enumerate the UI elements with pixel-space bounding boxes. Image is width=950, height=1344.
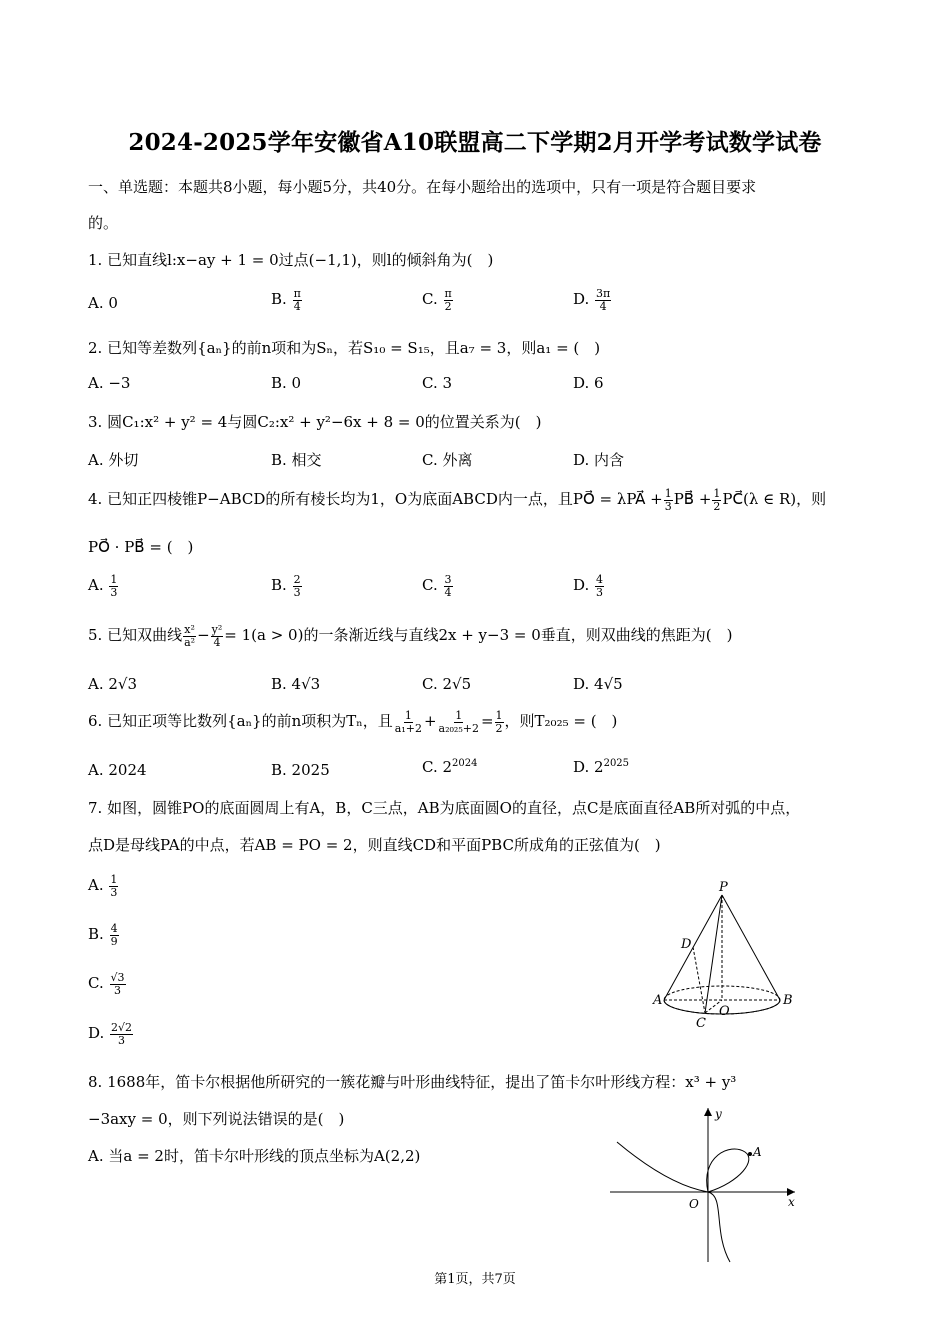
cone-label-c: C (696, 1016, 706, 1031)
q4-option-a: A. $\frac{1}{3}$ (88, 573, 118, 599)
q8-option-a: A. 当a = 2时，笛卡尔叶形线的顶点坐标为A(2,2) (88, 1147, 421, 1165)
folium-label-o: O (689, 1197, 699, 1211)
q7-stem-line1: 7. 如图，圆锥PO的底面圆周上有A，B，C三点，AB为底面圆O的直径，点C是底面直径AB所对弧的中点， (88, 799, 801, 817)
q4-option-d: D. $\frac{4}{3}$ (573, 573, 604, 599)
q4-fraction-1: $\frac{1}{3}$ (664, 487, 672, 513)
q3-stem: 3. 圆C₁:x² + y² = 4与圆C₂:x² + y²−6x + 8 = 0的位置关系为( ) (88, 413, 542, 431)
page-footer: 第1页，共7页 (434, 1272, 516, 1287)
q1-d-fraction: $\frac{3\pi}{4}$ (596, 287, 611, 313)
q2-option-c: C. 3 (422, 374, 453, 392)
cone-label-b: B (783, 993, 793, 1008)
q5-stem: 5. 已知双曲线 $\frac{\text{x²}}{\text{a²}}$ − $\frac{\text{y²}}{4}$ = 1(a > 0)的一条渐近线与直线2x + y−3 = 0垂直，则双曲线的焦距为( ) (88, 623, 733, 649)
q7-option-b: B. $\frac{4}{9}$ (88, 922, 118, 948)
q5-option-d: D. 4√5 (573, 675, 623, 693)
q6-option-b: B. 2025 (271, 761, 330, 779)
q7-option-a: A. $\frac{1}{3}$ (88, 873, 118, 899)
q1-b-fraction: $\frac{\pi}{4}$ (293, 287, 301, 313)
q4-fraction-2: $\frac{1}{2}$ (713, 487, 721, 513)
q1-option-a: A. 0 (88, 294, 118, 312)
q5-option-a: A. 2√3 (88, 675, 138, 693)
q8-stem-line2: −3axy = 0，则下列说法错误的是( ) (88, 1110, 345, 1128)
q6-option-a: A. 2024 (88, 761, 147, 779)
q5-fraction-x: $\frac{\text{x²}}{\text{a²}}$ (184, 623, 196, 649)
q5-option-c: C. 2√5 (422, 675, 472, 693)
cone-label-p: P (719, 880, 728, 895)
q6-stem: 6. 已知正项等比数列{aₙ}的前n项积为Tₙ，且 $\frac{1}{\text{a₁+2}}$ + $\frac{1}{\text{a₂₀₂₅+2}}$ = $\frac{1}{2}$ ，则T₂₀₂₅ = ( ) (88, 709, 618, 735)
folium-label-x: x (788, 1195, 795, 1209)
cone-label-o: O (719, 1004, 730, 1019)
page-title: 2024-2025学年安徽省A10联盟高二下学期2月开学考试数学试卷 (128, 129, 822, 156)
q5-option-b: B. 4√3 (271, 675, 321, 693)
q2-stem: 2. 已知等差数列{aₙ}的前n项和为Sₙ，若S₁₀ = S₁₅，且a₇ = 3，则a₁ = ( ) (88, 339, 601, 357)
q3-option-b: B. 相交 (271, 451, 322, 469)
q4-stem-line2: PO⃗ · PB⃗ = ( ) (88, 538, 194, 556)
section-instructions-line2: 的。 (88, 214, 119, 232)
q4-option-b: B. $\frac{2}{3}$ (271, 573, 301, 599)
q1-option-c: C. $\frac{\pi}{2}$ (422, 287, 452, 313)
q7-option-c: C. $\frac{√3}{3}$ (88, 971, 125, 997)
q5-fraction-y: $\frac{\text{y²}}{4}$ (211, 623, 223, 649)
q2-option-d: D. 6 (573, 374, 604, 392)
q6-option-c: C. $2^{2024}$ (422, 758, 478, 776)
q3-option-a: A. 外切 (88, 451, 139, 469)
q3-option-c: C. 外离 (422, 451, 473, 469)
section-instructions-line1: 一、单选题：本题共8小题，每小题5分，共40分。在每小题给出的选项中，只有一项是符合题目要求 (88, 178, 757, 196)
q6-option-d: D. $2^{2025}$ (573, 758, 630, 776)
q2-option-b: B. 0 (271, 374, 302, 392)
q3-option-d: D. 内含 (573, 451, 625, 469)
q4-option-c: C. $\frac{3}{4}$ (422, 573, 452, 599)
q7-stem-line2: 点D是母线PA的中点，若AB = PO = 2，则直线CD和平面PBC所成角的正弦值为( ) (88, 836, 661, 854)
q1-stem: 1. 已知直线l:x−ay + 1 = 0过点(−1,1)，则l的倾斜角为( ) (88, 251, 494, 269)
q8-folium-figure (605, 1102, 805, 1267)
cone-label-a: A (653, 993, 663, 1008)
q1-option-b: B. $\frac{\pi}{4}$ (271, 287, 301, 313)
folium-label-y: y (715, 1107, 722, 1121)
q7-option-d: D. $\frac{2√2}{3}$ (88, 1021, 133, 1047)
q8-stem-line1: 8. 1688年，笛卡尔根据他所研究的一簇花瓣与叶形曲线特征，提出了笛卡尔叶形线方程：x³ + y³ (88, 1073, 737, 1091)
cone-label-d: D (681, 937, 692, 952)
q1-c-fraction: $\frac{\pi}{2}$ (444, 287, 452, 313)
q7-cone-figure (645, 875, 805, 1040)
folium-label-a: A (753, 1145, 762, 1159)
q2-option-a: A. −3 (88, 374, 131, 392)
q1-option-d: D. $\frac{3\pi}{4}$ (573, 287, 611, 313)
q4-stem-line1: 4. 已知正四棱锥P−ABCD的所有棱长均为1，O为底面ABCD内一点，且PO⃗ = λPA⃗ + $\frac{1}{3}$ PB⃗ + $\frac{1}{2}$ PC⃗(λ ∈ R)，则 (88, 487, 827, 513)
